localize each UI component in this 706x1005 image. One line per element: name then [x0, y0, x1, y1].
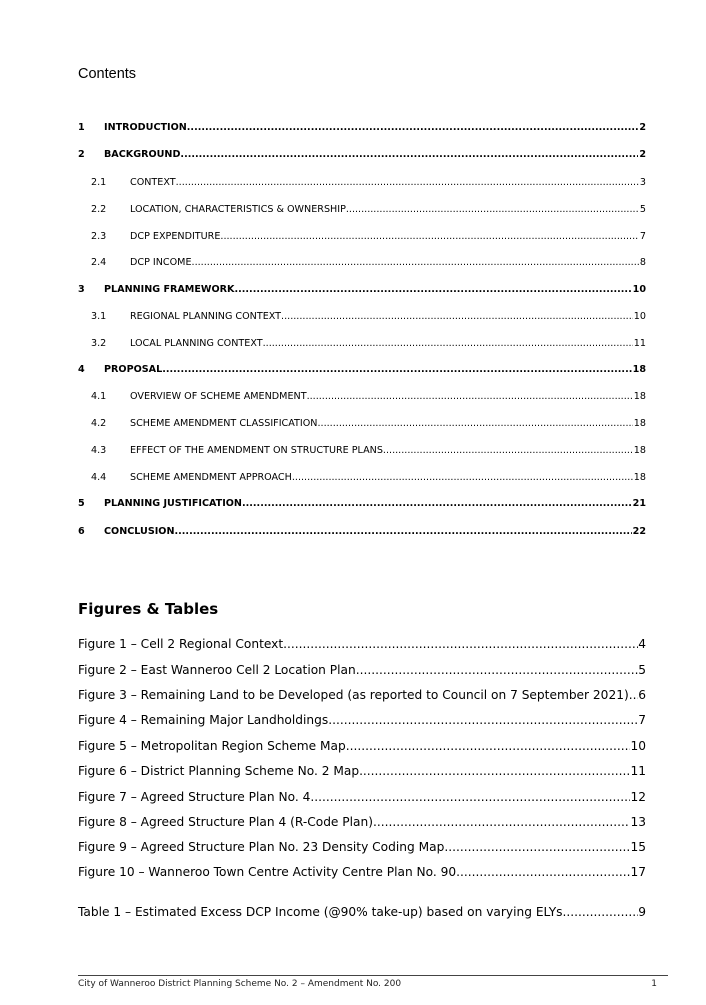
figure-entry[interactable]	[78, 863, 646, 881]
toc-entry[interactable]	[91, 230, 646, 244]
toc-entry-number: 3.1	[91, 311, 107, 322]
dot-leader	[192, 256, 639, 270]
footer-divider	[78, 975, 668, 976]
toc-entry-number: 1	[78, 122, 85, 133]
figure-entry[interactable]	[78, 711, 646, 729]
dot-leader	[307, 390, 633, 404]
toc-entry-page: 11	[633, 338, 646, 349]
figure-entry-title: Figure 9 – Agreed Structure Plan No. 23 Density Coding Map	[78, 840, 445, 854]
dot-leader	[180, 148, 638, 162]
toc-entry-number: 2.4	[91, 257, 107, 268]
toc-entry[interactable]	[91, 310, 646, 324]
dot-leader	[176, 176, 639, 190]
dot-leader	[373, 813, 630, 831]
figures-tables-heading: Figures & Tables	[78, 600, 219, 618]
footer-page-number: 1	[651, 979, 657, 989]
dot-leader	[242, 497, 632, 511]
toc-entry[interactable]	[78, 525, 646, 539]
figure-entry[interactable]	[78, 661, 646, 679]
toc-entry-page: 18	[633, 418, 646, 429]
toc-entry-page: 18	[633, 391, 646, 402]
dot-leader	[187, 121, 639, 135]
figure-entry[interactable]	[78, 813, 646, 831]
toc-entry-page: 2	[639, 122, 646, 133]
toc-entry-title: EFFECT OF THE AMENDMENT ON STRUCTURE PLANS	[130, 445, 383, 456]
table-entry[interactable]	[78, 903, 646, 921]
dot-leader	[629, 686, 639, 704]
footer-document-title: City of Wanneroo District Planning Scheme No. 2 – Amendment No. 200	[78, 979, 402, 989]
toc-entry-number: 6	[78, 526, 85, 537]
toc-entry-title: LOCATION, CHARACTERISTICS & OWNERSHIP	[130, 204, 346, 215]
toc-entry[interactable]	[91, 176, 646, 190]
figure-entry-title: Figure 5 – Metropolitan Region Scheme Map	[78, 739, 346, 753]
figure-entry[interactable]	[78, 838, 646, 856]
toc-entry-number: 5	[78, 498, 85, 509]
toc-entry-title: DCP EXPENDITURE	[130, 231, 221, 242]
toc-entry[interactable]	[78, 363, 646, 377]
table-entry-page: 9	[638, 905, 646, 919]
toc-entry-title: REGIONAL PLANNING CONTEXT	[130, 311, 282, 322]
toc-entry[interactable]	[78, 121, 646, 135]
dot-leader	[292, 471, 633, 485]
dot-leader	[162, 363, 631, 377]
figure-entry-page: 11	[630, 764, 646, 778]
toc-entry-title: DCP INCOME	[130, 257, 192, 268]
toc-entry-title: BACKGROUND	[104, 149, 181, 160]
toc-entry-title: PLANNING JUSTIFICATION	[104, 498, 242, 509]
toc-entry[interactable]	[91, 203, 646, 217]
figure-entry[interactable]	[78, 635, 646, 653]
figure-entry-title: Figure 10 – Wanneroo Town Centre Activity Centre Plan No. 90	[78, 865, 457, 879]
toc-entry-page: 22	[632, 526, 646, 537]
dot-leader	[346, 737, 631, 755]
dot-leader	[328, 711, 638, 729]
figure-entry-title: Figure 2 – East Wanneroo Cell 2 Location Plan	[78, 663, 356, 677]
toc-entry-page: 10	[633, 311, 646, 322]
toc-entry-title: PROPOSAL	[104, 364, 163, 375]
toc-entry-title: CONTEXT	[130, 177, 176, 188]
toc-entry-title: INTRODUCTION	[104, 122, 187, 133]
dot-leader	[346, 203, 639, 217]
toc-entry[interactable]	[78, 497, 646, 511]
figure-entry-page: 4	[638, 637, 646, 651]
toc-entry-page: 18	[632, 364, 646, 375]
figure-entry-page: 12	[630, 790, 646, 804]
dot-leader	[283, 635, 638, 653]
figure-entry-title: Figure 4 – Remaining Major Landholdings	[78, 713, 329, 727]
toc-entry-number: 2.1	[91, 177, 107, 188]
toc-entry-number: 2	[78, 149, 85, 160]
toc-entry-number: 4.2	[91, 418, 107, 429]
toc-entry-number: 4.1	[91, 391, 107, 402]
toc-entry-number: 3.2	[91, 338, 107, 349]
toc-entry[interactable]	[91, 256, 646, 270]
figure-entry-title: Figure 7 – Agreed Structure Plan No. 4	[78, 790, 311, 804]
dot-leader	[220, 230, 638, 244]
dot-leader	[234, 283, 631, 297]
dot-leader	[317, 417, 632, 431]
toc-entry-title: LOCAL PLANNING CONTEXT	[130, 338, 263, 349]
dot-leader	[356, 661, 639, 679]
toc-entry-number: 2.3	[91, 231, 107, 242]
toc-entry-page: 10	[632, 284, 646, 295]
figure-entry[interactable]	[78, 686, 646, 704]
toc-entry[interactable]	[91, 417, 646, 431]
figure-entry-page: 5	[638, 663, 646, 677]
figure-entry-title: Figure 1 – Cell 2 Regional Context	[78, 637, 284, 651]
toc-entry-page: 5	[639, 204, 646, 215]
toc-entry-title: PLANNING FRAMEWORK	[104, 284, 235, 295]
toc-entry-title: CONCLUSION	[104, 526, 175, 537]
dot-leader	[263, 337, 633, 351]
figure-entry-page: 17	[630, 865, 646, 879]
toc-entry[interactable]	[78, 283, 646, 297]
toc-entry-title: SCHEME AMENDMENT APPROACH	[130, 472, 292, 483]
dot-leader	[383, 444, 633, 458]
toc-entry-page: 8	[639, 257, 646, 268]
toc-entry-number: 4.4	[91, 472, 107, 483]
figure-entry[interactable]	[78, 762, 646, 780]
figure-entry[interactable]	[78, 737, 646, 755]
table-entry-title: Table 1 – Estimated Excess DCP Income (@90% take-up) based on varying ELYs	[78, 905, 563, 919]
figure-entry-page: 13	[630, 815, 646, 829]
toc-entry-page: 3	[639, 177, 646, 188]
toc-entry-title: OVERVIEW OF SCHEME AMENDMENT	[130, 391, 307, 402]
figure-entry-page: 10	[630, 739, 646, 753]
toc-entry-page: 21	[632, 498, 646, 509]
toc-entry[interactable]	[91, 337, 646, 351]
toc-entry-number: 2.2	[91, 204, 107, 215]
toc-entry-page: 7	[639, 231, 646, 242]
toc-entry-title: SCHEME AMENDMENT CLASSIFICATION	[130, 418, 318, 429]
toc-entry[interactable]	[91, 444, 646, 458]
dot-leader	[359, 762, 630, 780]
figure-entry-page: 15	[630, 840, 646, 854]
dot-leader	[444, 838, 630, 856]
figure-entry-page: 6	[638, 688, 646, 702]
toc-entry-page: 18	[633, 445, 646, 456]
toc-entry[interactable]	[91, 390, 646, 404]
toc-entry[interactable]	[78, 148, 646, 162]
contents-heading: Contents	[78, 66, 137, 82]
figure-entry-title: Figure 8 – Agreed Structure Plan 4 (R-Code Plan)	[78, 815, 373, 829]
dot-leader	[310, 788, 630, 806]
toc-entry-number: 3	[78, 284, 85, 295]
figure-entry-title: Figure 6 – District Planning Scheme No. 2 Map	[78, 764, 360, 778]
dot-leader	[175, 525, 632, 539]
toc-entry[interactable]	[91, 471, 646, 485]
dot-leader	[281, 310, 633, 324]
toc-entry-number: 4.3	[91, 445, 107, 456]
dot-leader	[563, 903, 639, 921]
toc-entry-page: 2	[639, 149, 646, 160]
toc-entry-page: 18	[633, 472, 646, 483]
toc-entry-number: 4	[78, 364, 85, 375]
dot-leader	[456, 863, 630, 881]
figure-entry-page: 7	[638, 713, 646, 727]
figure-entry-title: Figure 3 – Remaining Land to be Developed (as reported to Council on 7 September 2021)	[78, 688, 629, 702]
figure-entry[interactable]	[78, 788, 646, 806]
